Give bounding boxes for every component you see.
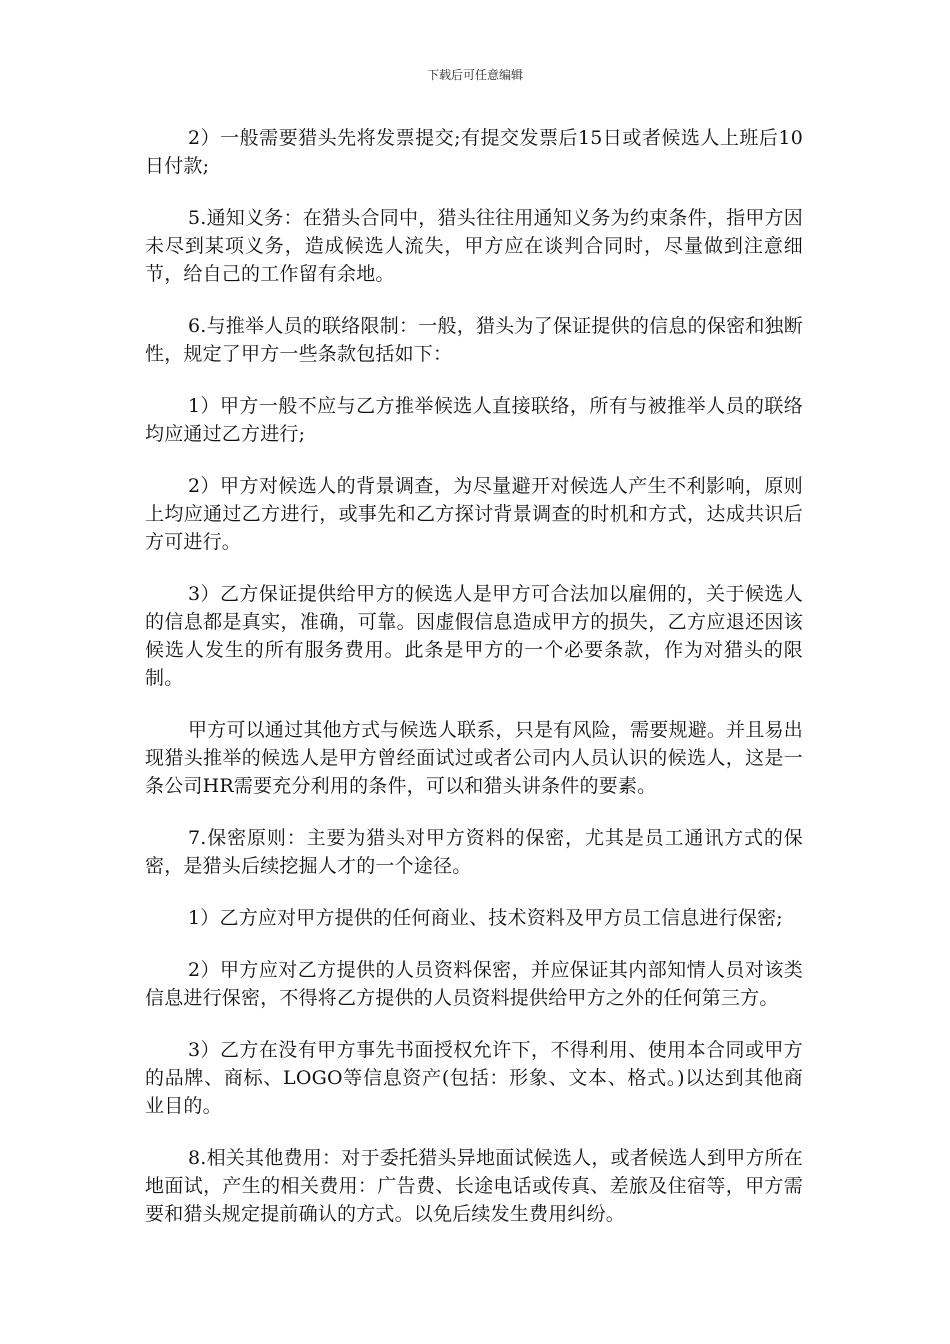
paragraph-confidentiality-rule-3: 3）乙方在没有甲方事先书面授权允许下，不得利用、使用本合同或甲方的品牌、商标、LOGO等信息资产(包括：形象、文本、格式。)以达到其他商业目的。 — [145, 1039, 803, 1117]
paragraph-notice-obligation: 5.通知义务：在猎头合同中，猎头往往用通知义务为约束条件，指甲方因未尽到某项义务，造成候选人流失，甲方应在谈判合同时，尽量做到注意细节，给自己的工作留有余地。 — [145, 207, 803, 285]
paragraph-contact-note: 甲方可以通过其他方式与候选人联系，只是有风险，需要规避。并且易出现猎头推举的候选人是甲方曾经面试过或者公司内人员认识的候选人，这是一条公司HR需要充分利用的条件，可以和猎头讲条件的要素。 — [145, 719, 803, 797]
paragraph-other-expenses: 8.相关其他费用：对于委托猎头异地面试候选人，或者候选人到甲方所在地面试，产生的相关费用：广告费、长途电话或传真、差旅及住宿等，甲方需要和猎头规定提前确认的方式。以免后续发生费用纠纷。 — [145, 1147, 803, 1225]
document-body — [145, 124, 803, 1252]
paragraph-confidentiality-rule-2: 2）甲方应对乙方提供的人员资料保密，并应保证其内部知情人员对该类信息进行保密，不得将乙方提供的人员资料提供给甲方之外的任何第三方。 — [145, 959, 803, 1009]
paragraph-contact-rule-2: 2）甲方对候选人的背景调查，为尽量避开对候选人产生不利影响，原则上均应通过乙方进行，或事先和乙方探讨背景调查的时机和方式，达成共识后方可进行。 — [145, 475, 803, 553]
paragraph-contact-rule-3: 3）乙方保证提供给甲方的候选人是甲方可合法加以雇佣的，关于候选人的信息都是真实，准确，可靠。因虚假信息造成甲方的损失，乙方应退还因该候选人发生的所有服务费用。此条是甲方的一个必要条款，作为对猎头的限制。 — [145, 583, 803, 689]
page-header-note: 下载后可任意编辑 — [426, 68, 523, 82]
paragraph-confidentiality: 7.保密原则：主要为猎头对甲方资料的保密，尤其是员工通讯方式的保密，是猎头后续挖掘人才的一个途径。 — [145, 827, 803, 877]
paragraph-contact-rule-1: 1）甲方一般不应与乙方推举候选人直接联络，所有与被推举人员的联络均应通过乙方进行; — [145, 395, 803, 445]
paragraph-confidentiality-rule-1: 1）乙方应对甲方提供的任何商业、技术资料及甲方员工信息进行保密; — [188, 907, 783, 929]
paragraph-contact-restriction: 6.与推举人员的联络限制：一般，猎头为了保证提供的信息的保密和独断性，规定了甲方一些条款包括如下： — [145, 315, 803, 365]
paragraph-invoice-payment: 2）一般需要猎头先将发票提交;有提交发票后15日或者候选人上班后10日付款; — [145, 127, 803, 177]
